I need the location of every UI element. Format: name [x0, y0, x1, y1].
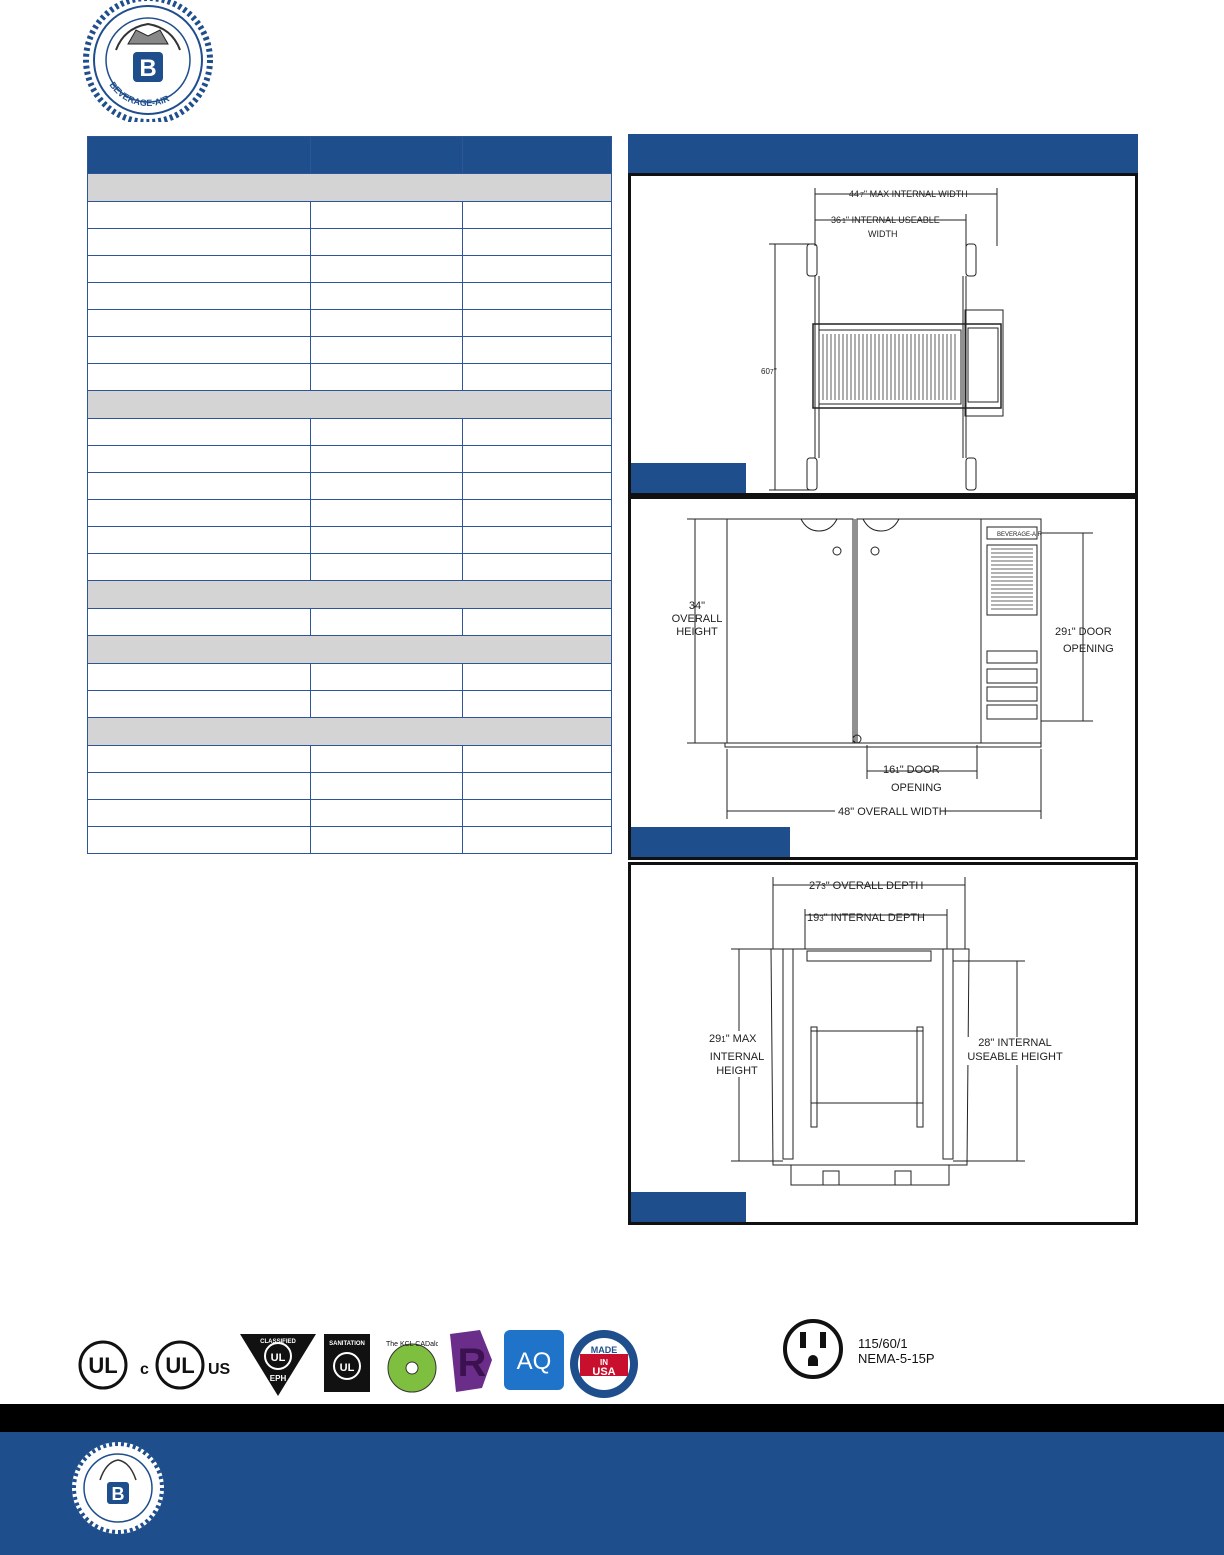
cul-us-icon — [138, 1340, 238, 1390]
spec-cell — [311, 364, 463, 391]
svg-text:607": 607" — [761, 367, 777, 376]
svg-text:CLASSIFIED: CLASSIFIED — [260, 1339, 296, 1345]
spec-cell — [311, 609, 463, 636]
spec-row — [88, 746, 612, 773]
svg-text:28" INTERNAL: 28" INTERNAL — [978, 1037, 1052, 1049]
spec-cell — [88, 229, 311, 256]
footer-logo — [70, 1440, 166, 1536]
svg-text:SANITATION: SANITATION — [329, 1341, 365, 1347]
svg-text:361" INTERNAL USEABLE: 361" INTERNAL USEABLE — [831, 215, 940, 225]
spec-cell — [463, 773, 612, 800]
spec-cell — [463, 446, 612, 473]
svg-text:B: B — [111, 1484, 125, 1504]
spec-row — [88, 202, 612, 229]
spec-row — [88, 773, 612, 800]
ul-classified-eph-icon — [238, 1332, 318, 1398]
nema-plug-icon — [782, 1318, 844, 1380]
svg-text:R: R — [457, 1341, 487, 1385]
svg-text:193" INTERNAL DEPTH: 193" INTERNAL DEPTH — [807, 912, 925, 924]
svg-text:34"OVERALLHEIGHT: 34" OVERALL HEIGHT — [671, 600, 723, 638]
spec-row — [88, 827, 612, 854]
svg-text:BEVERAGE-AIR: BEVERAGE-AIR — [107, 79, 171, 109]
made-in-usa-icon — [568, 1328, 640, 1400]
spec-row — [88, 229, 612, 256]
spec-row — [88, 527, 612, 554]
spec-cell — [311, 229, 463, 256]
spec-section-header — [88, 174, 612, 202]
drawings-header-bar — [628, 134, 1138, 174]
svg-text:291" DOOR: 291" DOOR — [1055, 626, 1112, 638]
spec-cell — [463, 283, 612, 310]
spec-cell — [311, 310, 463, 337]
aq-icon — [504, 1330, 564, 1390]
spec-row — [88, 283, 612, 310]
spec-cell — [311, 554, 463, 581]
footer-bar — [0, 1432, 1224, 1555]
revit-icon — [446, 1330, 496, 1392]
spec-cell — [311, 773, 463, 800]
svg-text:UL: UL — [165, 1353, 195, 1378]
spec-row — [88, 500, 612, 527]
spec-cell — [88, 609, 311, 636]
spec-section-header — [88, 718, 612, 746]
spec-row — [88, 473, 612, 500]
spec-row — [88, 554, 612, 581]
top-view-panel — [628, 173, 1138, 496]
front-view-panel — [628, 496, 1138, 860]
spec-cell — [311, 500, 463, 527]
front-view-label-tab — [631, 827, 790, 857]
svg-text:AQ: AQ — [516, 1348, 552, 1375]
spec-row — [88, 256, 612, 283]
spec-cell — [463, 527, 612, 554]
spec-cell — [88, 310, 311, 337]
spec-row — [88, 800, 612, 827]
electrical-plug-type: NEMA-5-15P — [858, 1351, 935, 1366]
spec-cell — [311, 446, 463, 473]
spec-section-header — [88, 636, 612, 664]
svg-text:BEVERAGE-AIR: BEVERAGE-AIR — [997, 532, 1043, 538]
svg-text:MADE: MADE — [590, 1345, 618, 1355]
svg-text:B: B — [139, 55, 157, 82]
svg-text:USEABLE HEIGHT: USEABLE HEIGHT — [967, 1051, 1063, 1063]
spec-cell — [463, 746, 612, 773]
spec-row — [88, 419, 612, 446]
spec-row — [88, 609, 612, 636]
spec-cell — [463, 364, 612, 391]
spec-cell — [463, 229, 612, 256]
spec-row — [88, 310, 612, 337]
svg-text:c: c — [140, 1361, 149, 1378]
spec-cell — [88, 256, 311, 283]
spec-table-header — [88, 137, 612, 174]
spec-cell — [311, 473, 463, 500]
spec-cell — [311, 800, 463, 827]
spec-cell — [463, 609, 612, 636]
spec-cell — [463, 256, 612, 283]
spec-cell — [88, 746, 311, 773]
ul-listed-icon — [74, 1340, 132, 1390]
spec-row — [88, 364, 612, 391]
spec-cell — [88, 500, 311, 527]
ul-sanitation-icon — [324, 1334, 370, 1392]
kcl-cadalog-icon — [382, 1334, 438, 1394]
svg-text:IN: IN — [600, 1358, 608, 1367]
spec-section-header — [88, 391, 612, 419]
svg-text:273" OVERALL DEPTH: 273" OVERALL DEPTH — [809, 880, 924, 892]
spec-cell — [88, 664, 311, 691]
spec-cell — [463, 310, 612, 337]
spec-cell — [88, 827, 311, 854]
spec-cell — [463, 202, 612, 229]
spec-row — [88, 664, 612, 691]
svg-text:EPH: EPH — [269, 1374, 287, 1383]
svg-text:291" MAX: 291" MAX — [709, 1033, 757, 1045]
svg-text:US: US — [208, 1361, 231, 1378]
spec-cell — [311, 664, 463, 691]
spec-cell — [311, 419, 463, 446]
spec-cell — [311, 527, 463, 554]
spec-cell — [463, 473, 612, 500]
spec-cell — [88, 800, 311, 827]
spec-cell — [463, 500, 612, 527]
spec-cell — [311, 256, 463, 283]
spec-cell — [88, 691, 311, 718]
spec-cell — [311, 202, 463, 229]
svg-text:UL: UL — [88, 1353, 118, 1378]
spec-cell — [88, 554, 311, 581]
svg-text:WIDTH: WIDTH — [868, 229, 898, 239]
svg-text:OPENING: OPENING — [1063, 643, 1114, 655]
spec-section-header — [88, 581, 612, 609]
spec-row — [88, 337, 612, 364]
svg-text:INTERNAL: INTERNAL — [709, 1051, 765, 1063]
brand-logo — [80, 0, 216, 122]
spec-cell — [463, 691, 612, 718]
electrical-voltage: 115/60/1 — [858, 1336, 908, 1351]
spec-cell — [463, 800, 612, 827]
svg-text:The KCL CADalog: The KCL CADalog — [386, 1341, 438, 1348]
spec-cell — [88, 202, 311, 229]
spec-cell — [88, 446, 311, 473]
spec-cell — [88, 473, 311, 500]
svg-text:HEIGHT: HEIGHT — [716, 1065, 758, 1077]
spec-table — [87, 136, 612, 854]
spec-cell — [311, 283, 463, 310]
spec-cell — [88, 419, 311, 446]
side-view-label-tab — [631, 1192, 746, 1222]
spec-cell — [88, 337, 311, 364]
svg-text:UL: UL — [339, 1362, 355, 1374]
svg-text:48" OVERALL WIDTH: 48" OVERALL WIDTH — [838, 806, 947, 818]
top-view-label-tab — [631, 463, 746, 493]
svg-text:UL: UL — [270, 1352, 286, 1364]
svg-text:OPENING: OPENING — [891, 782, 942, 794]
spec-cell — [88, 364, 311, 391]
spec-cell — [311, 746, 463, 773]
spec-cell — [463, 419, 612, 446]
side-view-panel — [628, 862, 1138, 1225]
footer-divider-bar — [0, 1404, 1224, 1432]
spec-cell — [88, 773, 311, 800]
electrical-spec — [858, 1336, 935, 1366]
spec-cell — [88, 283, 311, 310]
spec-cell — [311, 691, 463, 718]
spec-row — [88, 446, 612, 473]
svg-text:447" MAX INTERNAL WIDTH: 447" MAX INTERNAL WIDTH — [849, 189, 968, 199]
spec-cell — [463, 664, 612, 691]
svg-text:USA: USA — [592, 1366, 616, 1378]
spec-cell — [88, 527, 311, 554]
spec-cell — [463, 337, 612, 364]
spec-cell — [463, 554, 612, 581]
spec-cell — [311, 337, 463, 364]
spec-row — [88, 691, 612, 718]
spec-cell — [463, 827, 612, 854]
svg-text:161" DOOR: 161" DOOR — [883, 764, 940, 776]
spec-cell — [311, 827, 463, 854]
